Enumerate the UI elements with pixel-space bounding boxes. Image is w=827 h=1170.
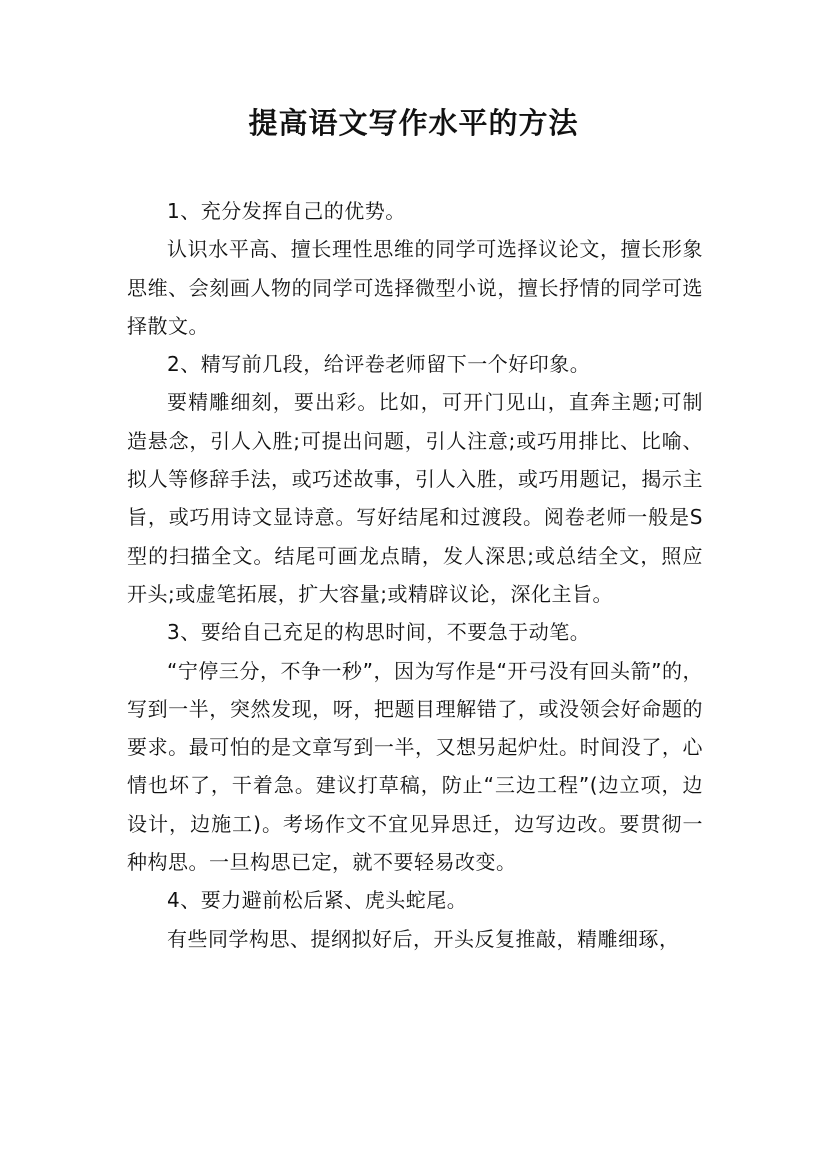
heading-2-polish-opening: 2、精写前几段，给评卷老师留下一个好印象。 [167, 352, 591, 377]
document-body [127, 192, 703, 958]
paragraph-opening-techniques: 要精雕细刻，要出彩。比如，可开门见山，直奔主题;可制造悬念，引人入胜;可提出问题，引人注意;或巧用排比、比喻、拟人等修辞手法，或巧述故事，引人入胜，或巧用题记，揭示主旨，或巧用诗文显诗意。写好结尾和过渡段。阅卷老师一般是S型的扫描全文。结尾可画龙点睛，发人深思;或总结全文，照应开头;或虚笔拓展，扩大容量;或精辟议论，深化主旨。 [127, 390, 703, 606]
paragraph-structure-advice: 有些同学构思、提纲拟好后，开头反复推敲，精雕细琢， [167, 926, 680, 951]
paragraph-choose-genre: 认识水平高、擅长理性思维的同学可选择议论文，擅长形象思维、会刻画人物的同学可选择微型小说，擅长抒情的同学可选择散文。 [127, 237, 703, 338]
heading-4-balanced-structure: 4、要力避前松后紧、虎头蛇尾。 [167, 888, 468, 913]
heading-1-leverage-strengths: 1、充分发挥自己的优势。 [167, 199, 406, 223]
document-title: 提高语文写作水平的方法 [248, 106, 579, 140]
paragraph-planning-advice: “宁停三分，不争一秒”，因为写作是“开弓没有回头箭”的，写到一半，突然发现，呀，把题目理解错了，或没领会好命题的要求。最可怕的是文章写到一半，又想另起炉灶。时间没了，心情也坏了，干着急。建议打草稿，防止“三边工程”(边立项，边设计，边施工)。考场作文不宜见异思迁，边写边改。要贯彻一种构思。一旦构思已定，就不要轻易改变。 [127, 658, 703, 875]
heading-3-planning-time: 3、要给自己充足的构思时间，不要急于动笔。 [167, 620, 591, 645]
